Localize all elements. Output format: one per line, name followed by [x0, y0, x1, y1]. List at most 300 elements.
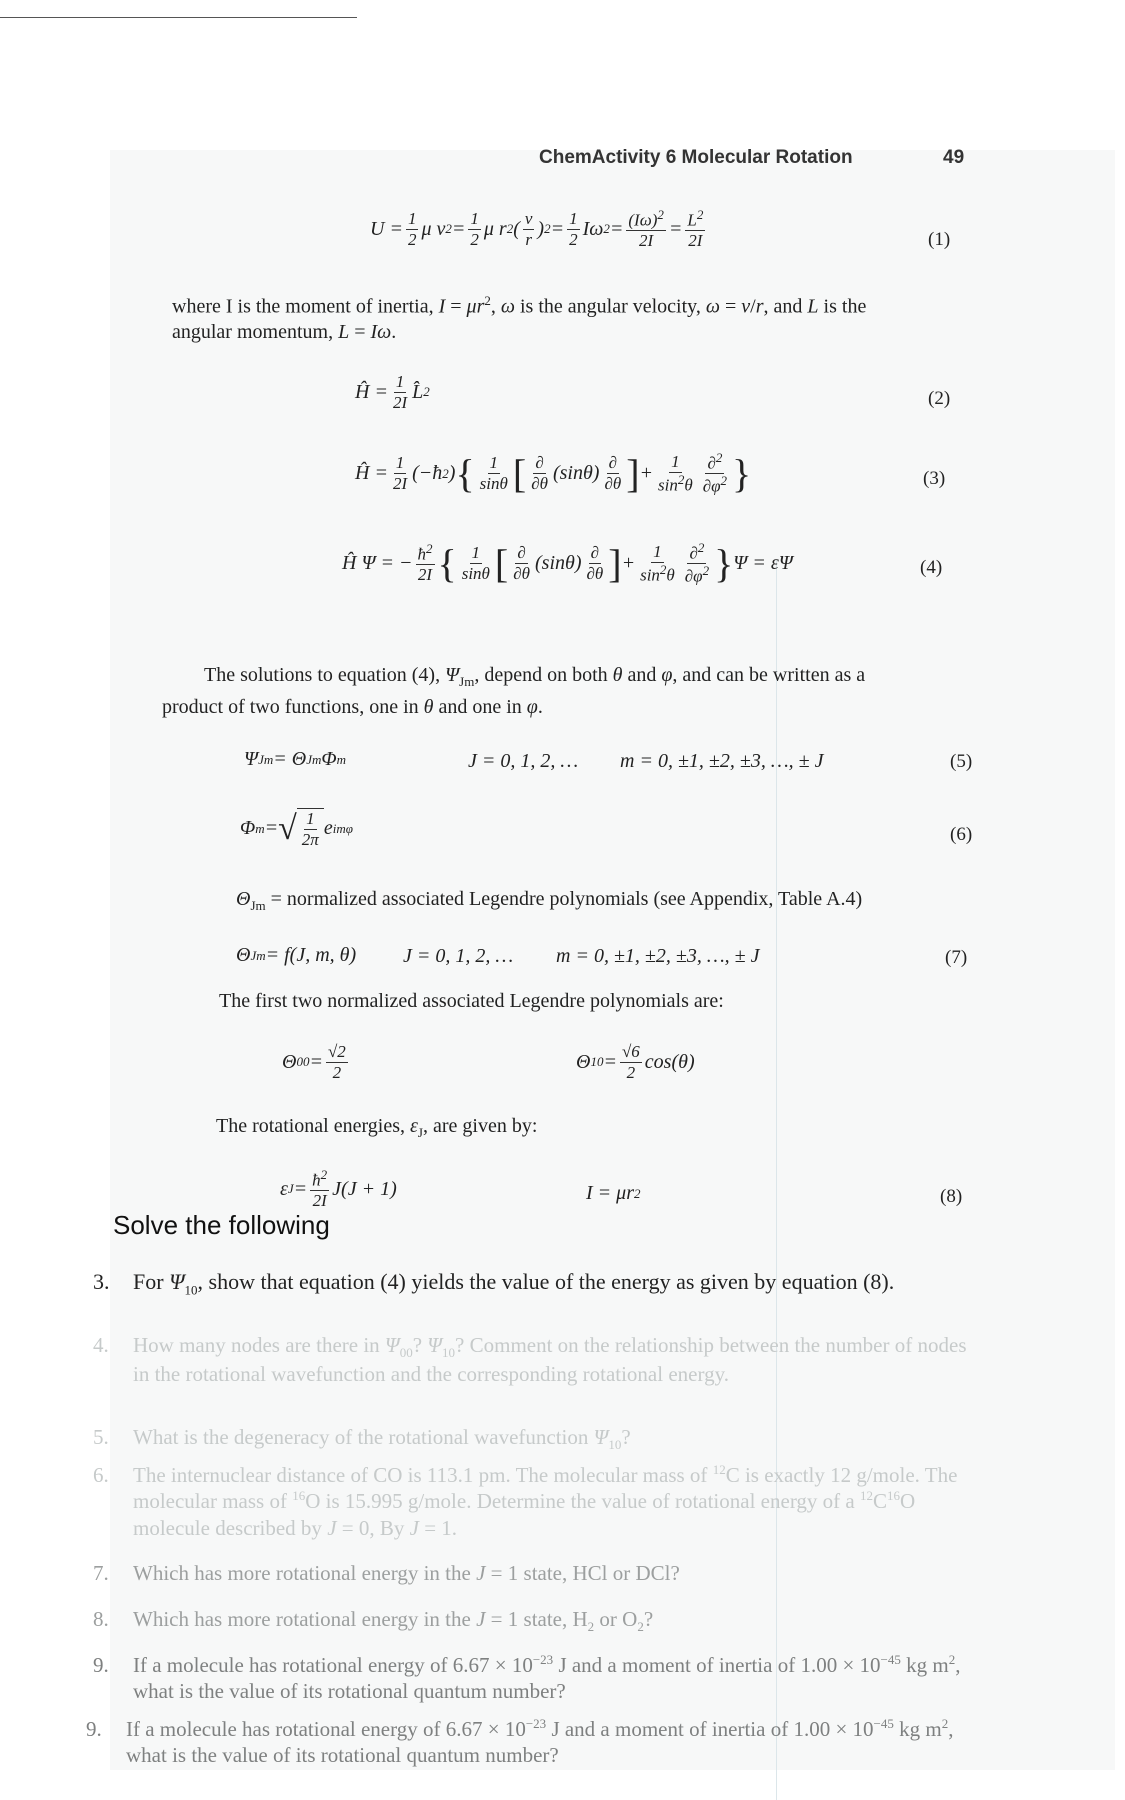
numerator — [669, 452, 682, 473]
math-text: 1 — [395, 453, 405, 473]
math-text: = — [349, 321, 371, 343]
numerator — [620, 1042, 642, 1063]
math-text: = 1 state, HCl or DCl? — [485, 1561, 680, 1585]
question-text — [126, 1716, 966, 1769]
superscript: 2 — [677, 471, 685, 487]
big-delimiter: { — [437, 541, 457, 586]
question-text — [133, 1652, 973, 1705]
subscript: Jm — [306, 751, 322, 767]
math-text: = — [603, 1050, 617, 1073]
math-text: kg m — [893, 1717, 942, 1741]
equation-number: (1) — [928, 229, 951, 250]
superscript: 2 — [657, 207, 664, 222]
math-text: cos(θ) — [644, 1050, 695, 1073]
math-text: What is the degeneracy of the rotational wavefunction — [133, 1425, 594, 1449]
equation-number: (6) — [950, 824, 973, 845]
question-number: 5. — [93, 1425, 109, 1449]
superscript: 2 — [544, 221, 551, 237]
math-text: , are given by: — [422, 1115, 538, 1137]
math-text: . — [391, 321, 397, 343]
fraction — [391, 453, 409, 493]
denominator — [406, 230, 419, 250]
math-symbol: Ψ — [169, 1269, 185, 1294]
math-text: ∂θ — [586, 564, 604, 583]
math-text: 1 — [653, 542, 662, 562]
math-symbol: Iω — [370, 321, 392, 343]
numerator — [394, 372, 407, 393]
equation-number: (7) — [945, 947, 968, 968]
numerator — [468, 209, 481, 230]
math-text: Φ — [240, 817, 256, 840]
numerator — [394, 453, 407, 474]
math-symbol: J — [476, 1607, 486, 1631]
math-text: ∂θ — [531, 474, 548, 493]
math-text: Which has more rotational energy in the — [133, 1607, 477, 1631]
equation-7 — [236, 944, 356, 967]
math-text: = Θ — [273, 748, 307, 770]
math-text: The solutions to equation (4), — [204, 664, 446, 686]
math-symbol: r — [755, 295, 764, 318]
equation-6 — [240, 808, 353, 849]
math-text: 2I — [688, 231, 703, 251]
superscript: 2 — [696, 207, 704, 222]
math-text: sinθ — [461, 564, 490, 583]
equation-number: (8) — [940, 1186, 963, 1207]
math-text: ? Comment on the relationship between the number of nodes in the rotational wavefunction and the corresponding rotational energy. — [133, 1333, 967, 1387]
question-number: 8. — [93, 1607, 109, 1631]
denominator — [391, 474, 409, 494]
math-symbol: L — [807, 295, 819, 318]
numerator — [310, 1168, 329, 1191]
math-text: 2π — [301, 829, 319, 849]
math-text: sin — [658, 475, 678, 495]
denominator — [638, 563, 677, 585]
math-text: J and a moment of inertia of 1.00 × 10 — [553, 1653, 881, 1677]
math-symbol: L — [338, 321, 350, 343]
superscript: 2 — [445, 221, 452, 237]
math-text: = — [720, 295, 742, 318]
superscript: 2 — [715, 449, 723, 465]
numerator — [607, 453, 619, 474]
math-text: angular momentum, — [172, 321, 339, 343]
subscript: 00 — [399, 1345, 413, 1361]
superscript: 2 — [941, 1716, 949, 1731]
math-text: μ r — [483, 217, 507, 240]
subscript: 2 — [637, 1619, 644, 1635]
math-text: ) — [537, 217, 545, 240]
question-5 — [93, 1424, 973, 1453]
denominator — [460, 564, 492, 584]
subscript: 10 — [590, 1054, 604, 1070]
fraction — [310, 1168, 329, 1211]
denominator — [416, 565, 434, 585]
math-text: 2I — [392, 392, 408, 412]
fraction — [638, 542, 677, 585]
text-line — [216, 1114, 537, 1141]
math-symbol: Θ — [236, 888, 251, 910]
denominator — [567, 230, 580, 250]
math-symbol: φ — [526, 696, 538, 718]
numerator — [567, 209, 580, 230]
math-text: O is 15.995 g/mole. Determine the value of rotational energy of a — [305, 1489, 860, 1514]
big-delimiter: ] — [626, 451, 640, 496]
superscript: 2 — [320, 1167, 328, 1182]
theta-10 — [576, 1042, 695, 1082]
denominator — [686, 231, 704, 251]
fraction — [391, 372, 409, 412]
j-range: J = 0, 1, 2, … — [468, 750, 579, 772]
math-text: = — [668, 217, 683, 240]
fraction — [602, 453, 623, 493]
superscript: −45 — [880, 1652, 901, 1667]
question-3 — [93, 1268, 973, 1299]
math-text: = — [550, 217, 565, 240]
math-text: = — [293, 1177, 308, 1200]
subscript: m — [255, 820, 265, 836]
math-text: sinθ — [479, 474, 508, 493]
radical-sign: √ — [278, 809, 297, 847]
equation-8 — [280, 1168, 397, 1211]
math-text: 1 — [471, 543, 481, 563]
question-7 — [93, 1560, 973, 1586]
math-text: ∂θ — [604, 474, 622, 493]
square-root — [278, 808, 324, 849]
fraction — [326, 1042, 348, 1082]
superscript: 2 — [506, 221, 514, 237]
math-text: If a molecule has rotational energy of 6.67 × 10 — [126, 1717, 526, 1741]
question-number: 3. — [93, 1269, 110, 1294]
math-text: O molecule described by — [133, 1489, 916, 1540]
superscript: 2 — [720, 473, 728, 488]
math-text: ∂ — [707, 453, 716, 473]
fraction — [511, 543, 532, 583]
math-symbol: ε — [410, 1115, 418, 1137]
superscript: 12 — [712, 1462, 726, 1477]
question-text — [133, 1462, 973, 1541]
denominator — [625, 1063, 638, 1083]
solve-heading: Solve the following — [113, 1210, 330, 1240]
math-text: Iω — [582, 217, 604, 240]
math-text: r — [525, 229, 532, 249]
math-text: = f(J, m, θ) — [265, 944, 357, 966]
math-text: 1 — [407, 209, 417, 229]
numerator — [523, 209, 535, 230]
text-line — [162, 695, 543, 719]
page-number: 49 — [943, 147, 965, 168]
subscript: Jm — [258, 751, 274, 767]
big-delimiter: ] — [608, 541, 622, 586]
math-symbol: φ — [661, 664, 673, 686]
denominator — [478, 474, 510, 494]
denominator — [584, 564, 605, 584]
math-text: √6 — [621, 1042, 640, 1061]
math-text: ∂ — [608, 453, 618, 473]
math-symbol: v — [741, 295, 751, 318]
question-text — [133, 1424, 973, 1453]
big-delimiter: [ — [494, 541, 509, 586]
math-text: The internuclear distance of CO is 113.1 pm. The molecular mass of — [133, 1463, 713, 1487]
math-text: ∂ — [535, 453, 544, 473]
math-text: Ψ — [244, 748, 259, 770]
j-range: J = 0, 1, 2, … — [403, 945, 514, 967]
math-text: ∂θ — [513, 564, 530, 583]
subscript: m — [336, 751, 346, 767]
math-text: ∂ — [590, 543, 600, 563]
math-text: ∂ — [517, 543, 526, 563]
big-delimiter: } — [732, 451, 752, 496]
denominator — [511, 564, 532, 584]
math-symbol: Ψ — [445, 664, 460, 686]
fraction — [300, 809, 321, 849]
math-text: If a molecule has rotational energy of 6.67 × 10 — [133, 1653, 533, 1677]
fraction — [685, 208, 705, 251]
math-text: Ĥ = — [355, 380, 388, 403]
math-text: ħ — [417, 544, 426, 564]
math-symbol: J — [476, 1561, 486, 1585]
math-symbol: Ψ — [384, 1333, 400, 1357]
superscript: −23 — [525, 1716, 547, 1731]
theta-definition — [236, 887, 862, 914]
math-text: = — [309, 1050, 323, 1073]
math-text: 2I — [639, 231, 654, 251]
math-text: Θ — [282, 1050, 297, 1073]
equation-1 — [370, 208, 708, 251]
numerator — [416, 542, 435, 565]
big-delimiter: [ — [512, 451, 527, 496]
math-text: , depend on both — [474, 664, 613, 686]
fraction — [701, 451, 729, 496]
question-text — [133, 1268, 973, 1299]
equation-number: (5) — [950, 751, 973, 772]
equation-number: (2) — [928, 388, 951, 409]
math-text: 2 — [470, 229, 479, 249]
running-header: ChemActivity 6 Molecular Rotation — [539, 147, 853, 168]
math-text: C is exactly 12 g/mole. The molecular mass of — [133, 1463, 958, 1514]
numerator — [651, 542, 664, 563]
math-text: ( — [513, 217, 520, 240]
math-text: 2I — [312, 1191, 327, 1211]
math-text: J and a moment of inertia of 1.00 × 10 — [546, 1717, 874, 1741]
fraction — [523, 209, 535, 249]
superscript: 2 — [426, 541, 433, 557]
math-text: Ψ = εΨ — [733, 552, 793, 574]
question-text — [133, 1606, 973, 1635]
m-range: m = 0, ±1, ±2, ±3, …, ± J — [556, 945, 760, 967]
math-text: How many nodes are there in — [133, 1333, 385, 1357]
math-symbol: J — [327, 1515, 337, 1540]
math-text: U = — [370, 217, 403, 240]
denominator — [391, 393, 409, 413]
math-text: Θ — [236, 944, 251, 966]
superscript: 2 — [484, 293, 491, 308]
superscript: 12 — [860, 1488, 873, 1504]
math-text: J(J + 1) — [332, 1177, 397, 1200]
math-text: C — [873, 1489, 888, 1514]
math-text: is the angular velocity, — [515, 295, 706, 318]
math-text: , and can be written as a — [672, 664, 866, 686]
fraction — [529, 453, 550, 493]
subscript: Jm — [250, 947, 266, 963]
math-symbol: μr — [466, 295, 485, 318]
math-text: ) — [448, 462, 456, 484]
text-line — [172, 293, 866, 319]
math-symbol: I — [438, 295, 446, 318]
math-text: ? — [412, 1333, 428, 1357]
math-text: ε — [280, 1177, 288, 1200]
denominator — [602, 474, 623, 494]
math-text: L̂ — [412, 380, 424, 403]
subscript: 2 — [587, 1619, 595, 1635]
superscript: 2 — [423, 384, 430, 400]
equation-4 — [342, 540, 793, 587]
numerator — [626, 208, 666, 231]
superscript: 2 — [948, 1652, 956, 1667]
question-8 — [93, 1606, 973, 1635]
math-text: = 1 state, H — [485, 1607, 588, 1631]
question-number: 9. — [93, 1653, 109, 1677]
math-text: 1 — [395, 372, 405, 391]
numerator — [326, 1042, 348, 1063]
math-text: v — [524, 209, 533, 229]
math-text: and — [622, 664, 662, 686]
math-text: or O — [594, 1607, 638, 1631]
numerator — [304, 809, 317, 830]
denominator — [637, 231, 655, 251]
math-text: = normalized associated Legendre polynomials (see Appendix, Table A.4) — [265, 888, 863, 910]
math-text: θ — [666, 565, 675, 585]
equation-2 — [355, 372, 430, 412]
numerator — [705, 451, 724, 474]
math-text: where I is the moment of inertia, — [172, 295, 439, 318]
big-delimiter: } — [714, 541, 734, 586]
math-text: L — [687, 210, 697, 230]
subscript: J — [417, 1125, 423, 1140]
fraction — [406, 209, 419, 249]
math-text: 1 — [470, 209, 479, 229]
math-text: , what is the value of its rotational quantum number? — [133, 1653, 961, 1704]
question-number: 7. — [93, 1561, 109, 1585]
superscript: 16 — [887, 1488, 901, 1504]
math-text: ħ — [312, 1170, 321, 1190]
math-text: + — [639, 462, 654, 484]
math-text: ∂φ — [702, 476, 721, 496]
math-text: Θ — [576, 1050, 591, 1073]
denominator — [331, 1063, 344, 1083]
fraction — [567, 209, 580, 249]
numerator — [488, 453, 501, 474]
denominator — [523, 230, 534, 250]
denominator — [656, 473, 695, 495]
fraction — [584, 543, 605, 583]
math-text: μ v — [421, 217, 446, 240]
m-range: m = 0, ±1, ±2, ±3, …, ± J — [620, 750, 824, 772]
question-9-duplicate — [86, 1716, 966, 1769]
math-text: 2I — [417, 565, 433, 585]
denominator — [300, 830, 321, 850]
math-text: = 1. — [418, 1515, 458, 1540]
superscript: 2 — [442, 465, 449, 481]
math-text: (sinθ) — [552, 462, 600, 484]
math-text: is the — [818, 295, 867, 318]
equation-3 — [355, 450, 751, 497]
subscript: 10 — [184, 1282, 198, 1298]
superscript: 2 — [702, 563, 710, 578]
radicand — [297, 808, 324, 849]
denominator — [529, 474, 550, 494]
math-text: product of two functions, one in — [162, 696, 424, 718]
math-text: e — [323, 817, 333, 840]
math-symbol: ω — [705, 295, 720, 318]
subscript: 00 — [296, 1054, 310, 1070]
numerator — [406, 209, 419, 230]
question-number: 4. — [93, 1333, 109, 1357]
subscript: 10 — [442, 1345, 456, 1361]
math-text: The rotational energies, — [216, 1115, 411, 1137]
math-symbol: Ψ — [593, 1425, 609, 1449]
math-text: 1 — [671, 452, 680, 472]
math-text: , what is the value of its rotational quantum number? — [126, 1717, 954, 1768]
equation-5 — [244, 748, 346, 771]
numerator — [685, 208, 705, 231]
theta-00 — [282, 1042, 351, 1082]
math-text: = — [264, 817, 279, 840]
math-text: Ĥ = — [355, 462, 388, 484]
math-text: 2 — [569, 229, 578, 249]
math-text: I = μr — [586, 1182, 634, 1204]
math-text: = 0, By — [336, 1515, 410, 1540]
superscript: 2 — [633, 1185, 641, 1201]
superscript: 16 — [292, 1488, 306, 1504]
question-number: 9. — [86, 1717, 102, 1741]
fraction — [460, 543, 492, 583]
text-line — [204, 663, 865, 690]
equation-number: (3) — [923, 468, 946, 489]
math-text: ∂φ — [684, 566, 703, 586]
denominator — [468, 230, 481, 250]
math-text: . — [537, 696, 543, 718]
math-text: sin — [640, 565, 660, 585]
math-text: , — [490, 295, 501, 318]
numerator — [687, 541, 706, 564]
numerator — [533, 453, 545, 474]
subscript: Jm — [250, 898, 266, 913]
math-text: = — [451, 217, 466, 240]
superscript: imφ — [332, 820, 353, 836]
math-text: (−ħ — [412, 462, 443, 484]
question-6 — [93, 1462, 973, 1541]
math-text: Φ — [321, 748, 337, 770]
math-text: = — [445, 295, 467, 318]
math-text: and one in — [433, 696, 527, 718]
math-text: 1 — [569, 209, 578, 229]
math-text: ? — [643, 1607, 654, 1631]
denominator — [311, 1191, 329, 1211]
fraction — [683, 541, 711, 586]
math-symbol: ω — [500, 295, 515, 318]
math-text: 2 — [332, 1062, 342, 1082]
question-number: 6. — [93, 1463, 109, 1487]
subscript: J — [287, 1181, 294, 1197]
subscript: Jm — [459, 674, 475, 689]
fraction — [626, 208, 666, 251]
fraction — [478, 453, 510, 493]
math-text: √2 — [327, 1042, 346, 1061]
math-symbol: Ψ — [427, 1333, 443, 1357]
equation-number: (4) — [920, 557, 943, 578]
text-line — [172, 320, 396, 344]
math-text: 1 — [489, 453, 498, 473]
superscript: 2 — [697, 539, 705, 555]
